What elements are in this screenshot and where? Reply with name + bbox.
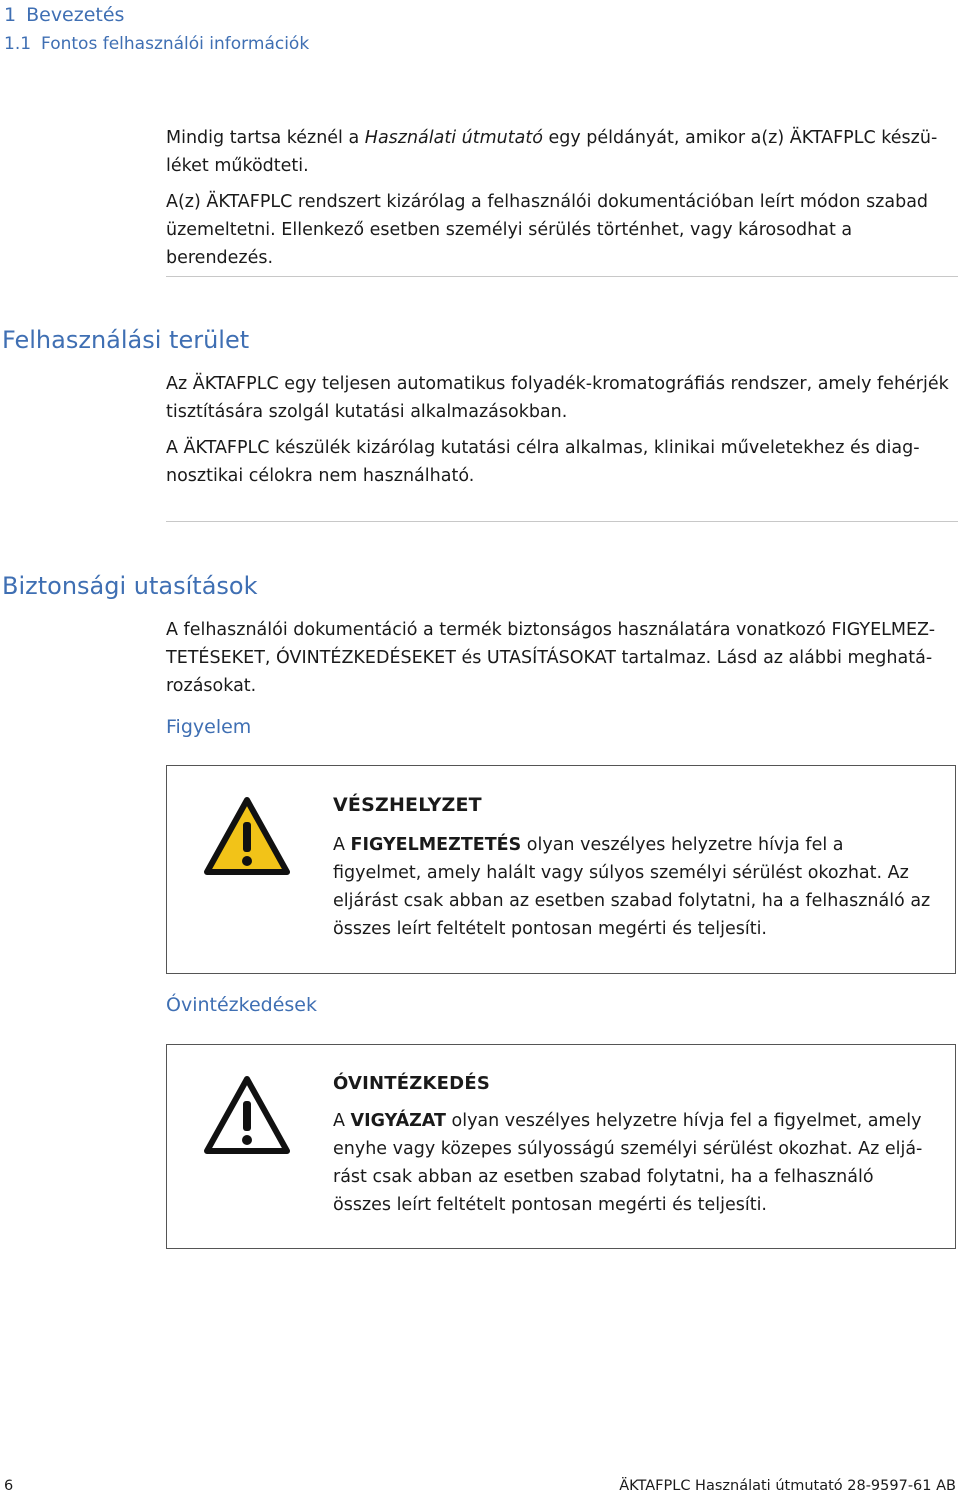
page-number: 6 <box>4 1478 14 1494</box>
usage-text <box>166 370 958 490</box>
caution-box <box>166 1044 956 1249</box>
section-number: 1.1 <box>4 34 32 54</box>
usage-title: Felhasználási terület <box>2 326 250 354</box>
intro-paragraph-1: Mindig tartsa kéznél a Használati útmutató egy példányát, amikor a(z) ÄKTAFPLC készü-léket működteti. <box>166 128 938 176</box>
chapter-number: 1 <box>4 4 17 26</box>
warning-box <box>166 765 956 974</box>
warning-box-title: VÉSZHELYZET <box>333 794 482 816</box>
safety-title: Biztonsági utasítások <box>2 572 258 600</box>
caution-triangle-icon <box>203 1075 291 1155</box>
usage-paragraph-2: A ÄKTAFPLC készülék kizárólag kutatási célra alkalmas, klinikai műveletekhez és diag-nosztikai célokra nem használható. <box>166 438 920 486</box>
intro-text <box>166 124 958 272</box>
chapter-heading <box>4 4 124 26</box>
chapter-title: Bevezetés <box>26 4 125 26</box>
usage-paragraph-1: Az ÄKTAFPLC egy teljesen automatikus folyadék-kromatográfiás rendszer, amely fehérjék tisztítására szolgál kutatási alkalmazásokban. <box>166 374 949 422</box>
warning-triangle-icon <box>203 796 291 876</box>
caution-box-title: ÓVINTÉZKEDÉS <box>333 1073 490 1094</box>
warning-heading: Figyelem <box>166 716 252 738</box>
warning-box-text: A FIGYELMEZTETÉS olyan veszélyes helyzetre hívja fel a figyelmet, amely halált vagy súlyos személyi sérülést okozhat. Az eljárást csak abban az esetben szabad folytatni, ha a felhasználó az összes leírt feltételt pontosan megérti és teljesíti. <box>333 835 931 939</box>
caution-heading: Óvintézkedések <box>166 994 317 1016</box>
section-title: Fontos felhasználói információk <box>41 34 310 54</box>
document-reference: ÄKTAFPLC Használati útmutató 28-9597-61 AB <box>619 1478 956 1494</box>
caution-box-text: A VIGYÁZAT olyan veszélyes helyzetre hívja fel a figyelmet, amely enyhe vagy közepes súlyosságú személyi sérülést okozhat. Az eljá-rást csak abban az esetben szabad folytatni, ha a felhasználó összes leírt feltételt pontosan megérti és teljesíti. <box>333 1111 923 1215</box>
divider <box>166 276 958 277</box>
divider <box>166 521 958 522</box>
section-heading <box>4 34 309 54</box>
intro-paragraph-2: A(z) ÄKTAFPLC rendszert kizárólag a felhasználói dokumentációban leírt módon szabad üzemeltetni. Ellenkező esetben személyi sérülés történhet, vagy károsodhat a berendezés. <box>166 192 929 268</box>
safety-paragraph-1: A felhasználói dokumentáció a termék biztonságos használatára vonatkozó FIGYELMEZ-TETÉSEKET, ÓVINTÉZKEDÉSEKET és UTASÍTÁSOKAT tartalmaz. Lásd az alábbi meghatá-rozásokat. <box>166 620 936 696</box>
safety-text <box>166 616 958 700</box>
